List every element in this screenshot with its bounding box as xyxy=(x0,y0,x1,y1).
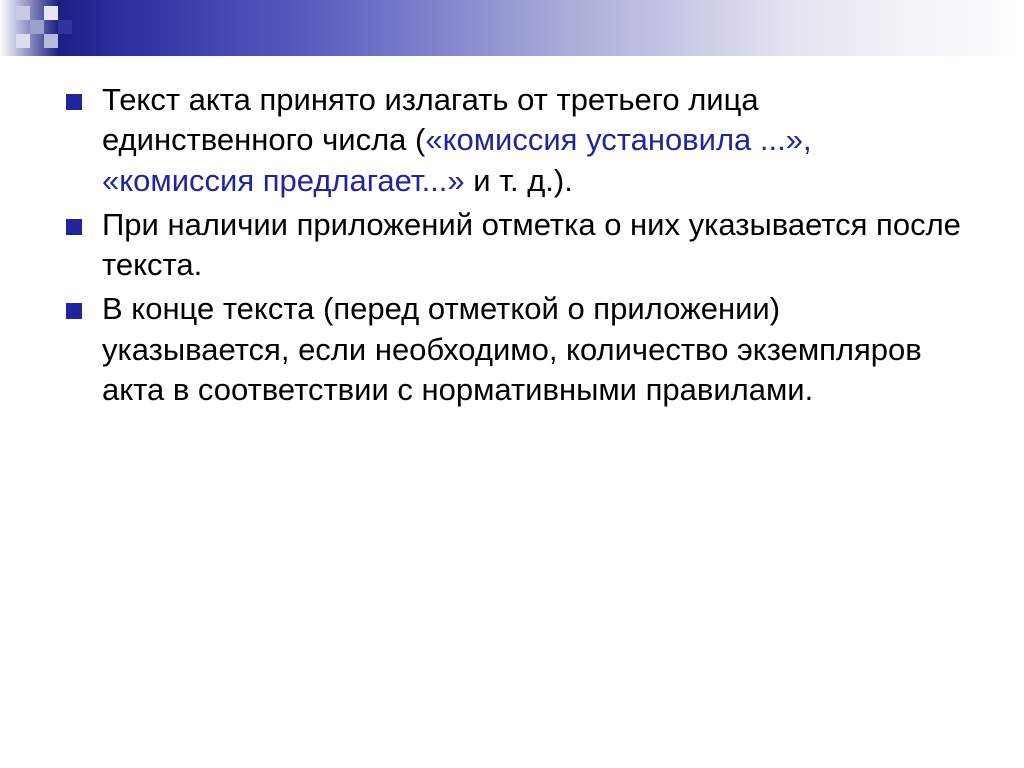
bullet-square-icon xyxy=(66,303,82,319)
bullet-text-part: При наличии приложений отметка о них указывается после текста. xyxy=(102,206,961,283)
decorative-square xyxy=(16,6,30,20)
list-item xyxy=(62,80,962,201)
bullet-square-icon xyxy=(66,219,82,235)
bullet-paragraph xyxy=(102,289,962,410)
bullet-text-part: В конце текста (перед отметкой о приложении) указывается, если необходимо, количество экземпляров акта в соответствии с нормативными правилами. xyxy=(102,291,922,408)
bullet-text-part-accent: «комиссия установила ...», «комиссия предлагает...» xyxy=(102,122,812,198)
list-item xyxy=(62,205,962,286)
bullet-square-icon xyxy=(66,94,82,110)
bullet-paragraph xyxy=(102,205,962,286)
list-item xyxy=(62,289,962,410)
slide-body xyxy=(62,80,962,414)
decorative-square xyxy=(16,34,30,48)
decorative-square xyxy=(44,6,58,20)
bullet-text-part: Текст акта принято излагать от третьего лица единственного числа ( xyxy=(102,82,759,158)
bullet-list xyxy=(62,80,962,410)
bullet-text-part: и т. д.). xyxy=(464,162,573,198)
header-gradient-band xyxy=(0,0,1024,56)
decorative-square xyxy=(58,20,72,34)
decorative-square xyxy=(44,34,58,48)
bullet-paragraph xyxy=(102,80,962,201)
decorative-square xyxy=(30,20,44,34)
